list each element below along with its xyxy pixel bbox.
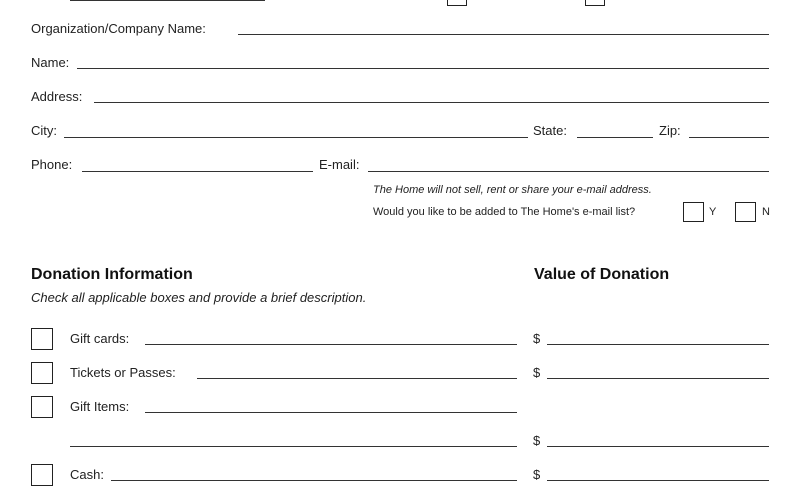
top-partial-field-line[interactable] — [70, 0, 265, 1]
tickets-passes-description-field[interactable] — [197, 378, 517, 379]
email-list-no-checkbox[interactable] — [735, 202, 756, 222]
organization-label: Organization/Company Name: — [31, 21, 206, 36]
gift-cards-value-field[interactable] — [547, 344, 769, 345]
gift-items-description-field-line-2[interactable] — [70, 446, 517, 447]
city-label: City: — [31, 123, 57, 138]
zip-field[interactable] — [689, 137, 769, 138]
state-label: State: — [533, 123, 567, 138]
phone-label: Phone: — [31, 157, 73, 172]
tickets-passes-dollar-sign: $ — [533, 365, 541, 380]
gift-cards-label: Gift cards: — [70, 331, 130, 346]
phone-field[interactable] — [82, 171, 313, 172]
gift-items-description-field[interactable] — [145, 412, 517, 413]
gift-items-dollar-sign: $ — [533, 433, 541, 448]
tickets-passes-value-field[interactable] — [547, 378, 769, 379]
email-label: E-mail: — [319, 157, 360, 172]
privacy-note: The Home will not sell, rent or share your e-mail address. — [373, 184, 652, 196]
tickets-passes-label: Tickets or Passes: — [70, 365, 176, 380]
organization-field[interactable] — [238, 34, 769, 35]
email-list-question: Would you like to be added to The Home's e-mail list? — [373, 206, 636, 218]
top-partial-checkbox-2[interactable] — [585, 0, 605, 6]
cash-checkbox[interactable] — [31, 464, 53, 486]
donation-information-heading: Donation Information — [31, 266, 193, 283]
state-field[interactable] — [577, 137, 653, 138]
gift-items-label: Gift Items: — [70, 399, 130, 414]
email-list-yes-label: Y — [709, 206, 717, 218]
zip-label: Zip: — [659, 123, 681, 138]
gift-items-checkbox[interactable] — [31, 396, 53, 418]
email-list-no-label: N — [762, 206, 770, 218]
cash-value-field[interactable] — [547, 480, 769, 481]
address-field[interactable] — [94, 102, 769, 103]
top-partial-checkbox-1[interactable] — [447, 0, 467, 6]
name-label: Name: — [31, 55, 70, 70]
address-label: Address: — [31, 89, 83, 104]
cash-dollar-sign: $ — [533, 467, 541, 482]
email-field[interactable] — [368, 171, 769, 172]
gift-items-value-field[interactable] — [547, 446, 769, 447]
gift-cards-description-field[interactable] — [145, 344, 517, 345]
tickets-passes-checkbox[interactable] — [31, 362, 53, 384]
cash-label: Cash: — [70, 467, 104, 482]
gift-cards-checkbox[interactable] — [31, 328, 53, 350]
donation-instructions: Check all applicable boxes and provide a brief description. — [31, 290, 367, 305]
value-of-donation-heading: Value of Donation — [534, 266, 670, 283]
gift-cards-dollar-sign: $ — [533, 331, 541, 346]
cash-description-field[interactable] — [111, 480, 517, 481]
name-field[interactable] — [77, 68, 769, 69]
city-field[interactable] — [64, 137, 528, 138]
email-list-yes-checkbox[interactable] — [683, 202, 704, 222]
